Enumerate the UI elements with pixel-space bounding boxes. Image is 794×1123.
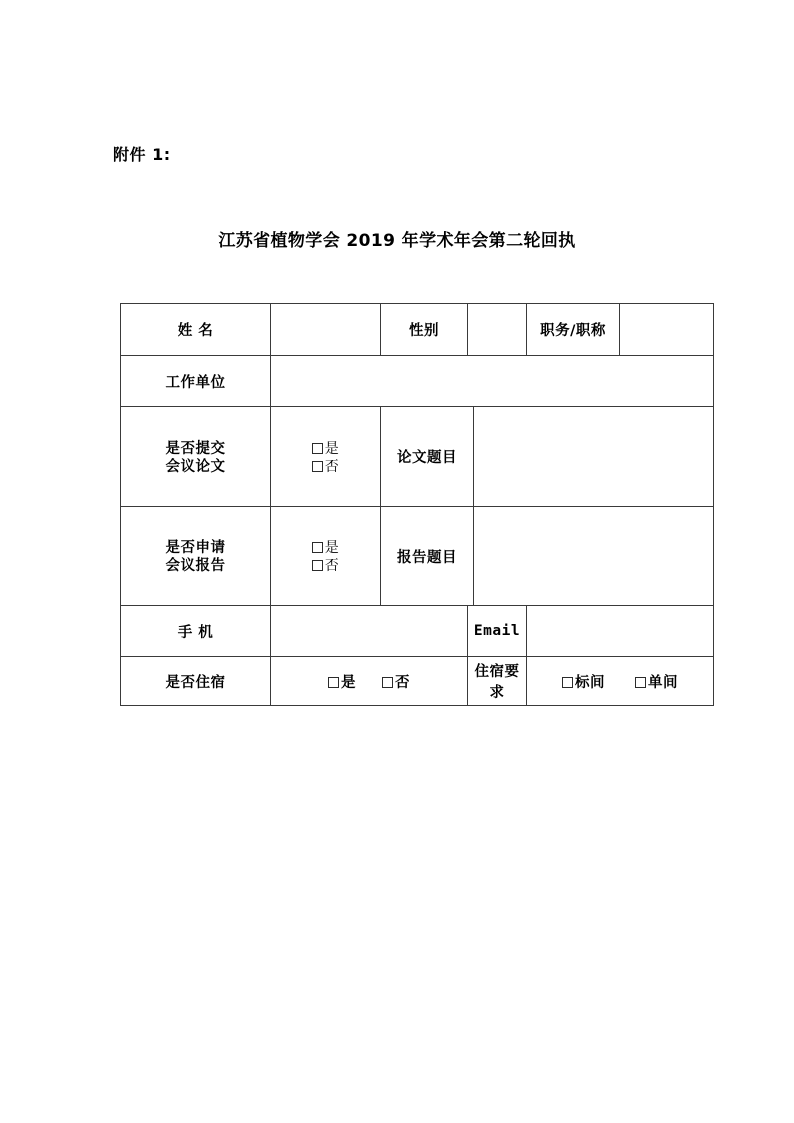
table-row-workplace [121,356,714,407]
mobile-input-cell[interactable] [271,606,468,657]
report-title-label: 报告题目 [381,507,474,606]
apply-report-no-label: 否 [324,558,340,574]
checkbox-icon[interactable] [382,677,393,688]
submit-paper-checkbox-cell [271,407,381,507]
room-standard-label: 标间 [575,674,605,691]
apply-report-label-line1: 是否申请 [165,540,226,556]
table-row-name [121,304,714,356]
table-row-apply-report [121,507,714,606]
position-label: 职务/职称 [527,304,620,356]
submit-paper-no-option[interactable] [271,458,380,476]
position-input-cell[interactable] [620,304,714,356]
apply-report-yes-label: 是 [324,540,340,556]
checkbox-icon[interactable] [562,677,573,688]
checkbox-icon[interactable] [328,677,339,688]
submit-paper-label [121,407,271,507]
checkbox-icon[interactable] [312,443,323,454]
accommodation-no-option[interactable] [382,675,410,691]
checkbox-icon[interactable] [312,560,323,571]
gender-input-cell[interactable] [468,304,527,356]
email-input-cell[interactable] [527,606,714,657]
table-row-accommodation [121,657,714,706]
submit-paper-yes-option[interactable] [271,440,380,458]
submit-paper-no-label: 否 [324,458,340,475]
email-label: Email [468,606,527,657]
submit-paper-label-line2: 会议论文 [165,458,226,475]
accommodation-checkbox-cell [271,657,468,706]
gender-label: 性别 [381,304,468,356]
submit-paper-label-line1: 是否提交 [165,440,226,457]
paper-title-input-cell[interactable] [474,407,714,507]
apply-report-yes-option[interactable] [271,539,380,557]
checkbox-icon[interactable] [312,542,323,553]
checkbox-icon[interactable] [635,677,646,688]
report-title-input-cell[interactable] [474,507,714,606]
name-label: 姓 名 [121,304,271,356]
room-single-label: 单间 [648,674,678,691]
accommodation-yes-option[interactable] [328,675,356,691]
table-row-contact [121,606,714,657]
name-input-cell[interactable] [271,304,381,356]
room-standard-option[interactable] [562,675,605,691]
room-requirement-checkbox-cell [527,657,714,706]
page-title: 江苏省植物学会 2019 年学术年会第二轮回执 [218,231,576,251]
apply-report-no-option[interactable] [271,557,380,575]
mobile-label: 手 机 [121,606,271,657]
apply-report-label [121,507,271,606]
room-requirement-label: 住宿要求 [468,657,527,706]
workplace-label: 工作单位 [121,356,271,407]
workplace-input-cell[interactable] [271,356,714,407]
paper-title-label: 论文题目 [381,407,474,507]
apply-report-checkbox-cell [271,507,381,606]
table-row-submit-paper [121,407,714,507]
attachment-label: 附件 1: [113,145,171,164]
registration-form-table [120,303,714,706]
accommodation-label: 是否住宿 [121,657,271,706]
submit-paper-yes-label: 是 [324,440,340,457]
accommodation-yes-label: 是 [341,674,356,691]
checkbox-icon[interactable] [312,461,323,472]
apply-report-label-line2: 会议报告 [165,558,226,574]
room-single-option[interactable] [635,675,678,691]
accommodation-no-label: 否 [395,674,410,691]
